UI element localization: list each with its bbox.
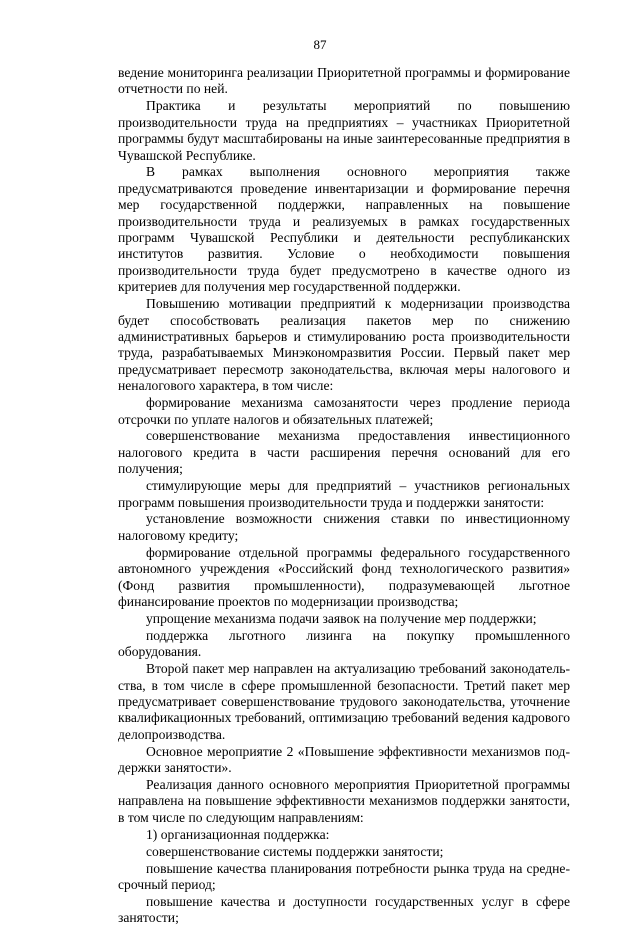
- section-heading: Основное мероприятие 2 «Повышение эффективности механизмов поддержки занятости».: [118, 743, 570, 776]
- list-item: поддержка льготного лизинга на покупку промышленного оборудования.: [118, 627, 570, 660]
- list-item: повышение качества и доступности государственных услуг в сфере занятости;: [118, 893, 570, 926]
- paragraph: В рамках выполнения основного мероприятия также предусматриваются проведение инвентаризации и формирование перечня мер государственной поддержки, направленных на повышение производительности труда и реализуемых в рамках государственных программ Чувашской Республики и деятельности республиканских институтов развития. Условие о необходимости повышения производительности труда будет предусмотрено в качестве одного из критериев для получения мер государственной поддержки.: [118, 164, 570, 295]
- list-item: формирование отдельной программы федерального государственного автономного учреждения «Российский фонд технологического развития» (Фонд развития промышленности), подразумевающей льготное финансирование проектов по модернизации производства;: [118, 544, 570, 609]
- list-item: стимулирующие меры для предприятий – участников региональных программ повышения производительности труда и поддержки занятости:: [118, 478, 570, 510]
- list-item: 1) организационная поддержка:: [146, 826, 330, 842]
- paragraph: ведение мониторинга реализации Приоритетной программы и формирование отчетности по ней.: [118, 65, 570, 97]
- paragraph: Реализация данного основного мероприятия Приоритетной программы направлена на повышение эффективности механизмов поддержки занятости, в том числе по следующим направлениям:: [118, 776, 570, 825]
- list-item: повышение качества планирования потребности рынка труда на среднесрочный период;: [118, 860, 570, 892]
- list-item: установление возможности снижения ставки по инвестиционному налоговому кредиту;: [118, 511, 570, 543]
- list-item: совершенствование системы поддержки занятости;: [146, 843, 444, 859]
- body-text: [118, 65, 570, 927]
- list-item: формирование механизма самозанятости через продление периода отсрочки по уплате налогов и обязательных платежей;: [118, 395, 570, 427]
- paragraph: Второй пакет мер направлен на актуализацию требований законодательства, в том числе в сфере промышленной безопасности. Третий пакет мер предусматривает совершенствование трудового законодательства, уточнение квалификационных требований, оптимизацию требований ведения кадрового делопроизводства.: [118, 661, 570, 742]
- list-item: совершенствование механизма предоставления инвестиционного налогового кредита в части расширения перечня оснований для его получения;: [118, 428, 570, 477]
- page-number: 87: [313, 37, 327, 52]
- paragraph: Практика и результаты мероприятий по повышению производительности труда на предприятиях – участниках Приоритетной программы будут масштабированы на иные заинтересованные предприятия в Чувашской Республике.: [118, 98, 570, 163]
- list-item: упрощение механизма подачи заявок на получение мер поддержки;: [146, 610, 537, 626]
- paragraph: Повышению мотивации предприятий к модернизации производства будет способствовать реализация пакетов мер по снижению административных барьеров и стимулированию роста производительности труда, разрабатываемых Минэкономразвития России. Первый пакет мер предусматривает пересмотр законодательства, включая меры налогового и неналогового характера, в том числе:: [118, 296, 570, 394]
